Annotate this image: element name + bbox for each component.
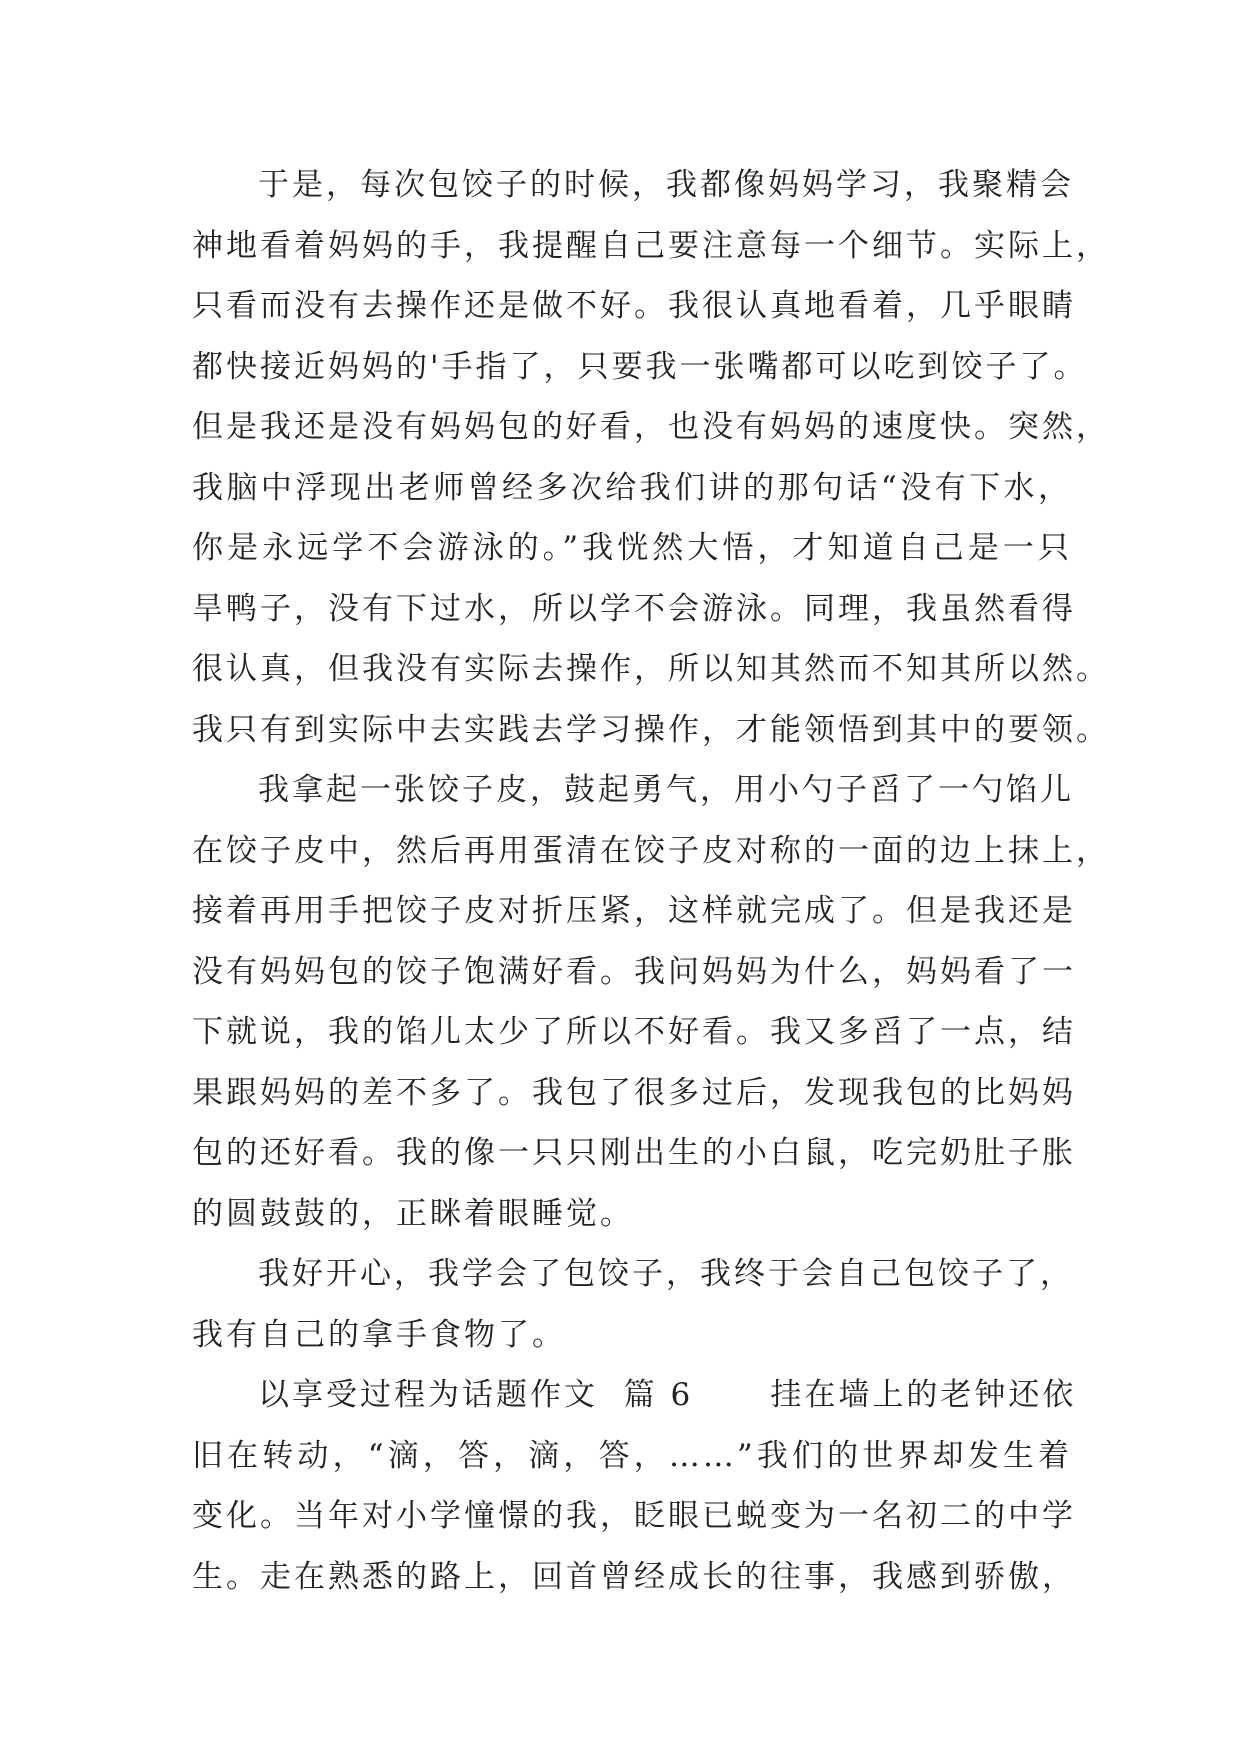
text-line: 我拿起一张饺子皮，鼓起勇气，用小勺子舀了一勺馅儿 xyxy=(258,772,1074,808)
text-line: 我只有到实际中去实践去学习操作，才能领悟到其中的要领。 xyxy=(192,711,1110,748)
text-line: 我有自己的拿手食物了。 xyxy=(192,1316,566,1353)
text-line: 于是，每次包饺子的时候，我都像妈妈学习，我聚精会 xyxy=(258,167,1074,203)
text-line: 包的还好看。我的像一只只刚出生的小白鼠，吃完奶肚子胀 xyxy=(192,1135,1076,1171)
text-line: 我好开心，我学会了包饺子，我终于会自己包饺子了， xyxy=(258,1256,1074,1292)
text-line: 只看而没有去操作还是做不好。我很认真地看着，几乎眼睛 xyxy=(192,288,1076,324)
paragraph-4 xyxy=(192,1365,1077,1607)
text-line: 但是我还是没有妈妈包的好看，也没有妈妈的速度快。突然， xyxy=(192,409,1110,445)
text-line: 生。走在熟悉的路上，回首曾经成长的往事，我感到骄傲， xyxy=(192,1558,1076,1595)
text-line: 在饺子皮中，然后再用蛋清在饺子皮对称的一面的边上抹上， xyxy=(192,832,1110,869)
text-line: 接着再用手把饺子皮对折压紧，这样就完成了。但是我还是 xyxy=(192,893,1076,929)
text-line: 变化。当年对小学憧憬的我，眨眼已蜕变为一名初二的中学 xyxy=(192,1498,1076,1534)
text-line: 旱鸭子，没有下过水，所以学不会游泳。同理，我虽然看得 xyxy=(192,590,1076,627)
paragraph-3 xyxy=(192,1244,1072,1365)
text-line: 很认真，但我没有实际去操作，所以知其然而不知其所以然。 xyxy=(192,651,1110,687)
text-line: 的圆鼓鼓的，正眯着眼睡觉。 xyxy=(192,1195,634,1232)
text-line: 下就说，我的馅儿太少了所以不好看。我又多舀了一点，结 xyxy=(192,1014,1076,1050)
text-line: 我脑中浮现出老师曾经多次给我们讲的那句话“没有下水， xyxy=(192,469,1072,506)
text-line: 你是永远学不会游泳的。”我恍然大悟，才知道自己是一只 xyxy=(192,530,1072,566)
text-line: 都快接近妈妈的'手指了，只要我一张嘴都可以吃到饺子了。 xyxy=(192,348,1088,385)
paragraph-2 xyxy=(192,760,1110,1244)
text-line: 旧在转动，“滴，答，滴，答，……”我们的世界却发生着 xyxy=(192,1437,1072,1474)
paragraph-1 xyxy=(192,155,1110,760)
text-line: 果跟妈妈的差不多了。我包了很多过后，发现我包的比妈妈 xyxy=(192,1074,1076,1111)
text-line: 以享受过程为话题作文 篇 6 挂在墙上的老钟还依 xyxy=(258,1377,1077,1413)
text-line: 神地看着妈妈的手，我提醒自己要注意每一个细节。实际上， xyxy=(192,227,1110,264)
text-line: 没有妈妈包的饺子饱满好看。我问妈妈为什么，妈妈看了一 xyxy=(192,953,1076,990)
document-body xyxy=(192,155,1110,1607)
